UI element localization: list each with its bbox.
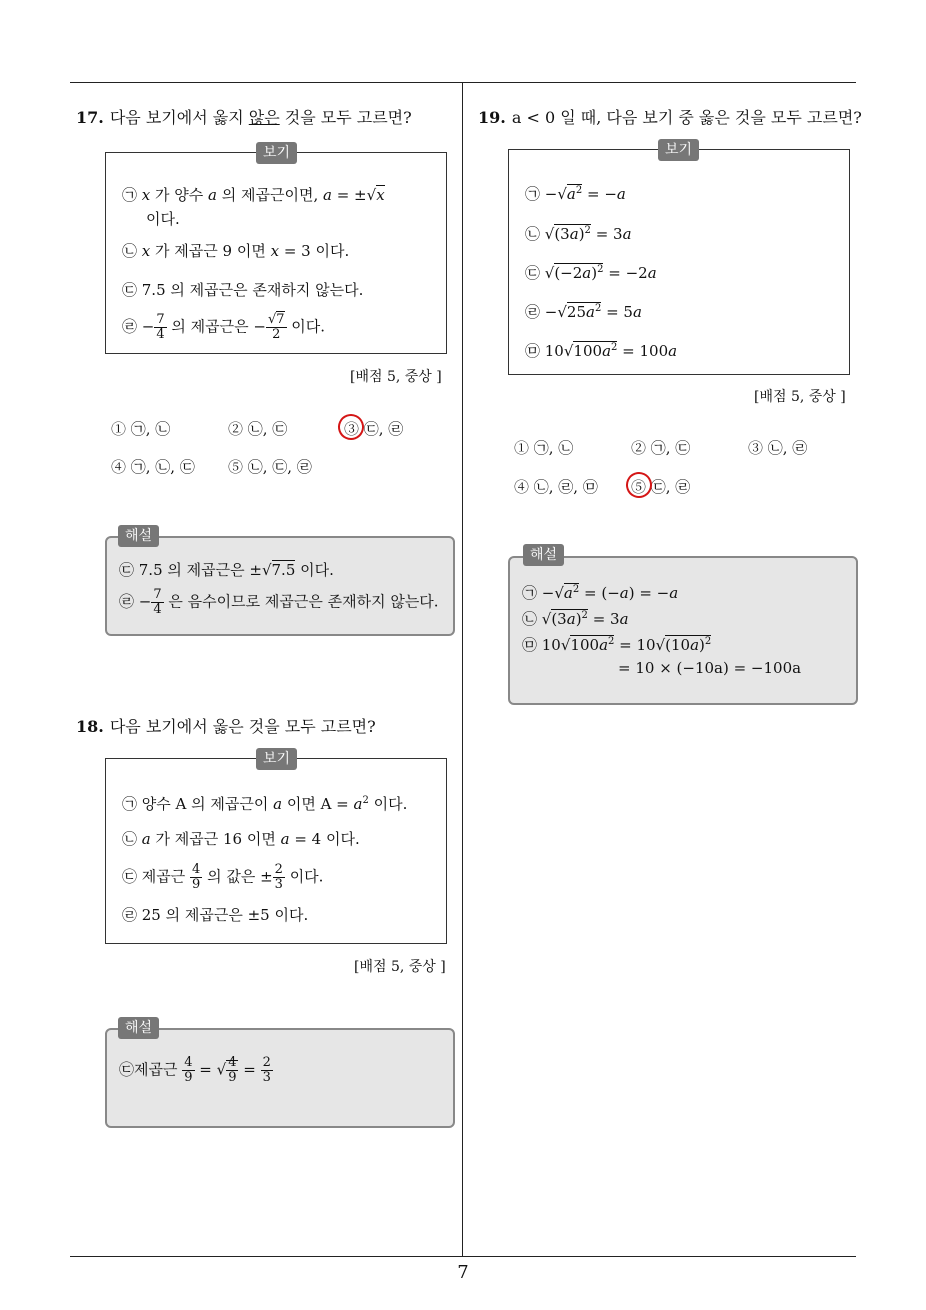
- q19-item-5: ㉤ $10√100a^2 = 100a$: [525, 342, 678, 360]
- q19-solution-box: [508, 556, 858, 705]
- q17-choice-4[interactable]: ④ ㉠, ㉡, ㉢: [111, 458, 195, 476]
- column-divider: [462, 83, 463, 1257]
- q19-choice-4[interactable]: ④ ㉡, ㉣, ㉤: [514, 478, 598, 496]
- q17-item-3: ㉢ 7.5 의 제곱근은 존재하지 않는다.: [122, 281, 364, 299]
- q17-sol-line-2: ㉣ − $\frac{7}{4}$ 은 음수이므로 제곱근은 존재하지 않는다.: [119, 587, 439, 617]
- q17-item-2: ㉡ x 가 제곱근 9 이면 x = 3 이다.: [122, 242, 350, 260]
- q17-bogi-box: [105, 152, 447, 354]
- q18-item-1: ㉠ 양수 A 의 제곱근이 a 이면 $A = a^2$ 이다.: [122, 795, 408, 813]
- q19-sol-line-2: ㉡ $√(3a)^2 = 3a$: [522, 610, 629, 628]
- q19-choice-5[interactable]: ⑤ ㉢, ㉣: [631, 478, 691, 496]
- q19-title: 19. a < 0 일 때, 다음 보기 중 옳은 것을 모두 고르면?: [478, 108, 862, 127]
- page-number: 7: [457, 1262, 469, 1283]
- q19-number: 19.: [478, 108, 506, 127]
- q19-item-1: ㉠ $-√a^2 = -a$: [525, 185, 626, 203]
- q18-item-4: ㉣ 25 의 제곱근은 ±5 이다.: [122, 906, 309, 924]
- q18-solution-box: [105, 1028, 455, 1128]
- q18-number: 18.: [76, 717, 104, 736]
- q19-item-4: ㉣ $-√25a^2 = 5a$: [525, 303, 642, 321]
- q18-item-3: ㉢ 제곱근 $\frac{4}{9}$ 의 값은 ± $\frac{2}{3}$ 이다.: [122, 862, 324, 892]
- q17-choice-2[interactable]: ② ㉡, ㉢: [228, 420, 288, 438]
- top-rule: [70, 82, 856, 83]
- q19-bogi-box: [508, 149, 850, 375]
- q17-item-1b: 이다.: [146, 210, 180, 228]
- q17-sol-line-1: ㉢ 7.5 의 제곱근은 ±√7.5 이다.: [119, 561, 334, 579]
- q18-solution-tag: 해설: [118, 1017, 159, 1039]
- q17-item-1: ㉠ x 가 양수 a 의 제곱근이면, a = ±√x: [122, 186, 385, 204]
- q17-choice-5[interactable]: ⑤ ㉡, ㉢, ㉣: [228, 458, 312, 476]
- q18-score: [배점 5, 중상 ]: [354, 959, 446, 975]
- q19-sol-line-1: ㉠ $-√a^2 = (-a) = -a$: [522, 584, 679, 602]
- q17-choice-1[interactable]: ① ㉠, ㉡: [111, 420, 171, 438]
- q19-choice-3[interactable]: ③ ㉡, ㉣: [748, 439, 808, 457]
- bottom-rule: [70, 1256, 856, 1257]
- q17-solution-box: [105, 536, 455, 636]
- q19-solution-tag: 해설: [523, 544, 564, 566]
- q18-item-2: ㉡ a 가 제곱근 16 이면 a = 4 이다.: [122, 830, 360, 848]
- q18-bogi-box: [105, 758, 447, 944]
- q19-score: [배점 5, 중상 ]: [754, 389, 846, 405]
- q17-item-4: ㉣ − $\frac{7}{4}$ 의 제곱근은 − $\frac{√7}{2}$ 이다.: [122, 312, 326, 342]
- q19-bogi-tag: 보기: [658, 139, 699, 161]
- q17-solution-tag: 해설: [118, 525, 159, 547]
- q17-score: [배점 5, 중상 ]: [350, 369, 442, 385]
- q18-sol-line-1: ㉢제곱근 $\frac{4}{9}$ = √ $\frac{4}{9}$ = $\frac{2}{3}$: [119, 1055, 271, 1085]
- q19-item-3: ㉢ $√(-2a)^2 = -2a$: [525, 264, 657, 282]
- q17-bogi-tag: 보기: [256, 142, 297, 164]
- q17-number: 17.: [76, 108, 104, 127]
- q18-bogi-tag: 보기: [256, 748, 297, 770]
- q17-title: 17. 다음 보기에서 옳지 않은 것을 모두 고르면?: [76, 108, 412, 127]
- q19-choice-1[interactable]: ① ㉠, ㉡: [514, 439, 574, 457]
- q19-sol-line-3: ㉤ $10√100a^2 = 10√(10a)^2$: [522, 636, 712, 654]
- q19-item-2: ㉡ $√(3a)^2 = 3a$: [525, 225, 632, 243]
- q19-sol-line-4: = 10 × (−10a) = −100a: [618, 659, 802, 677]
- q19-choice-2[interactable]: ② ㉠, ㉢: [631, 439, 691, 457]
- q17-choice-3[interactable]: ③ ㉢, ㉣: [344, 420, 404, 438]
- q18-title: 18. 다음 보기에서 옳은 것을 모두 고르면?: [76, 717, 376, 736]
